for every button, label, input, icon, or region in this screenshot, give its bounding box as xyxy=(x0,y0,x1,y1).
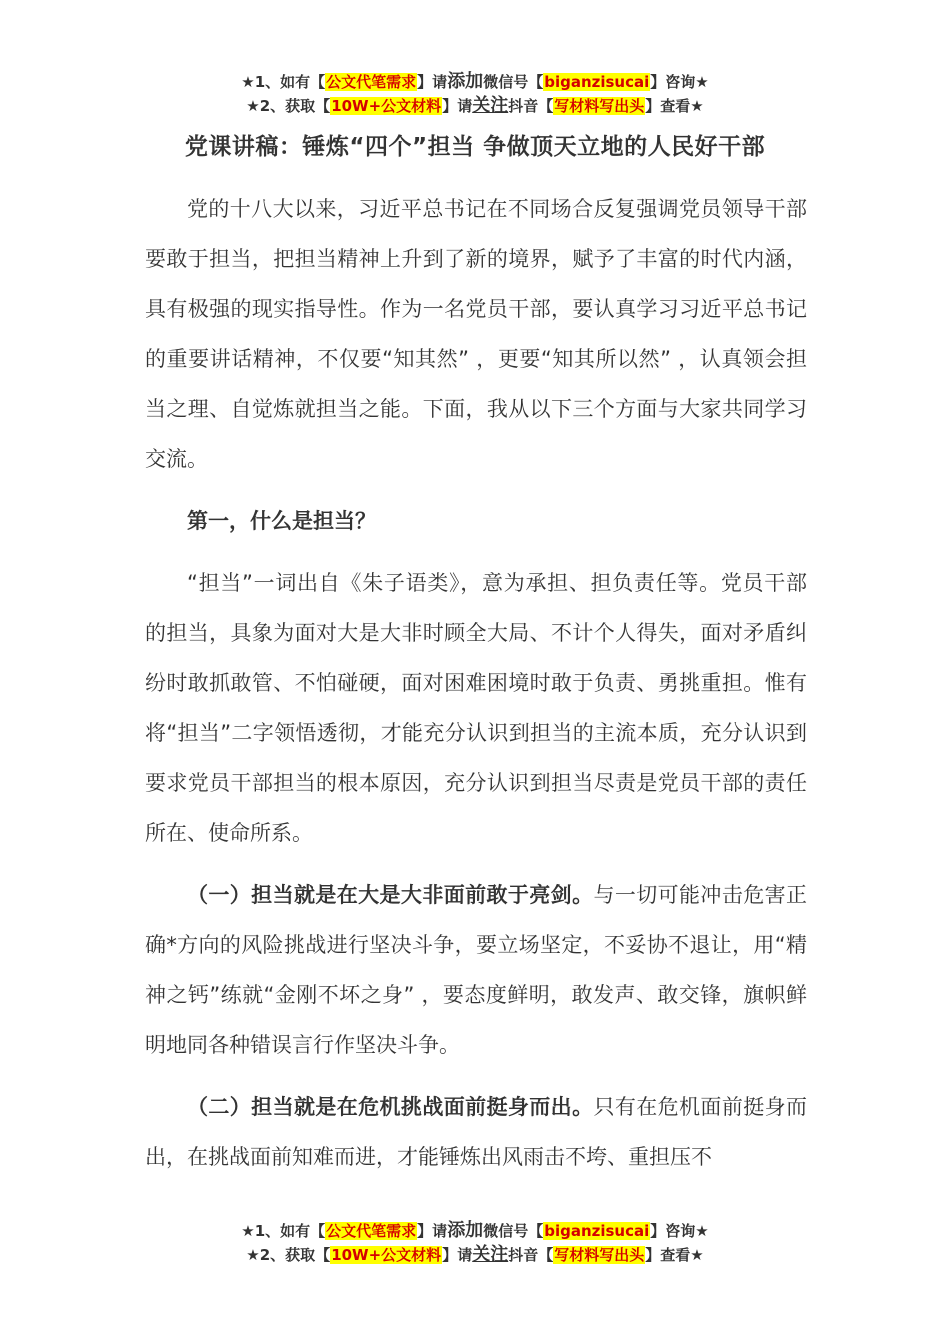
point-paragraph-1: （一）担当就是在大是大非面前敢于亮剑。与一切可能冲击危害正确*方向的风险挑战进行坚决斗争，要立场坚定，不妥协不退让，用“精神之钙”练就“金刚不坏之身” ，要态度鲜明，敢发声、敢交锋，旗帜鲜明地同各种错误言行作坚决斗争。 xyxy=(145,883,808,1057)
promo-line-2: ★2、获取【10W+公文材料】请关注抖音【写材料写出头】查看★ xyxy=(246,95,704,116)
promo-line-1: ★1、如有【公文代笔需求】请添加微信号【biganzisucai】咨询★ xyxy=(241,1220,709,1241)
highlight-douyin-id: 写材料写出头 xyxy=(554,97,645,115)
highlight-service: 公文代笔需求 xyxy=(326,73,417,91)
point-paragraph-2: （二）担当就是在危机挑战面前挺身而出。只有在危机面前挺身而出，在挑战面前知难而进，才能锤炼出风雨击不垮、重担压不 xyxy=(145,1095,808,1169)
document-title: 党课讲稿：锤炼“四个”担当 争做顶天立地的人民好干部 xyxy=(184,134,766,160)
body-paragraph: “担当”一词出自《朱子语类》，意为承担、担负责任等。党员干部的担当，具象为面对大是大非时顾全大局、不计个人得失，面对矛盾纠纷时敢抓敢管、不怕碰硬，面对困难困境时敢于负责、勇挑重担。惟有将“担当”二字领悟透彻，才能充分认识到担当的主流本质，充分认识到要求党员干部担当的根本原因，充分认识到担当尽责是党员干部的责任所在、使命所系。 xyxy=(145,571,807,845)
intro-paragraph: 党的十八大以来，习近平总书记在不同场合反复强调党员领导干部要敢于担当，把担当精神上升到了新的境界，赋予了丰富的时代内涵，具有极强的现实指导性。作为一名党员干部，要认真学习习近平总书记的重要讲话精神，不仅要“知其然” ，更要“知其所以然” ，认真领会担当之理、自觉炼就担当之能。下面，我从以下三个方面与大家共同学习交流。 xyxy=(145,197,807,471)
promo-line-1: ★1、如有【公文代笔需求】请添加微信号【biganzisucai】咨询★ xyxy=(241,71,709,92)
star-icon: ★ xyxy=(246,1246,260,1264)
document-body xyxy=(145,184,807,1182)
star-icon: ★ xyxy=(241,1222,255,1240)
star-icon: ★ xyxy=(246,97,260,115)
section-heading: 第一，什么是担当？ xyxy=(187,509,376,533)
highlight-douyin-id: 写材料写出头 xyxy=(554,1246,645,1264)
highlight-materials: 10W+公文材料 xyxy=(331,97,442,115)
point-lead: （二）担当就是在危机挑战面前挺身而出。 xyxy=(187,1095,594,1119)
promo-banner-bottom xyxy=(0,1219,950,1267)
highlight-service: 公文代笔需求 xyxy=(326,1222,417,1240)
promo-banner-top xyxy=(0,70,950,118)
highlight-wechat-id: biganzisucai xyxy=(544,73,650,91)
highlight-wechat-id: biganzisucai xyxy=(544,1222,650,1240)
promo-line-2: ★2、获取【10W+公文材料】请关注抖音【写材料写出头】查看★ xyxy=(246,1244,704,1265)
star-icon: ★ xyxy=(241,73,255,91)
point-lead: （一）担当就是在大是大非面前敢于亮剑。 xyxy=(187,883,594,907)
highlight-materials: 10W+公文材料 xyxy=(331,1246,442,1264)
